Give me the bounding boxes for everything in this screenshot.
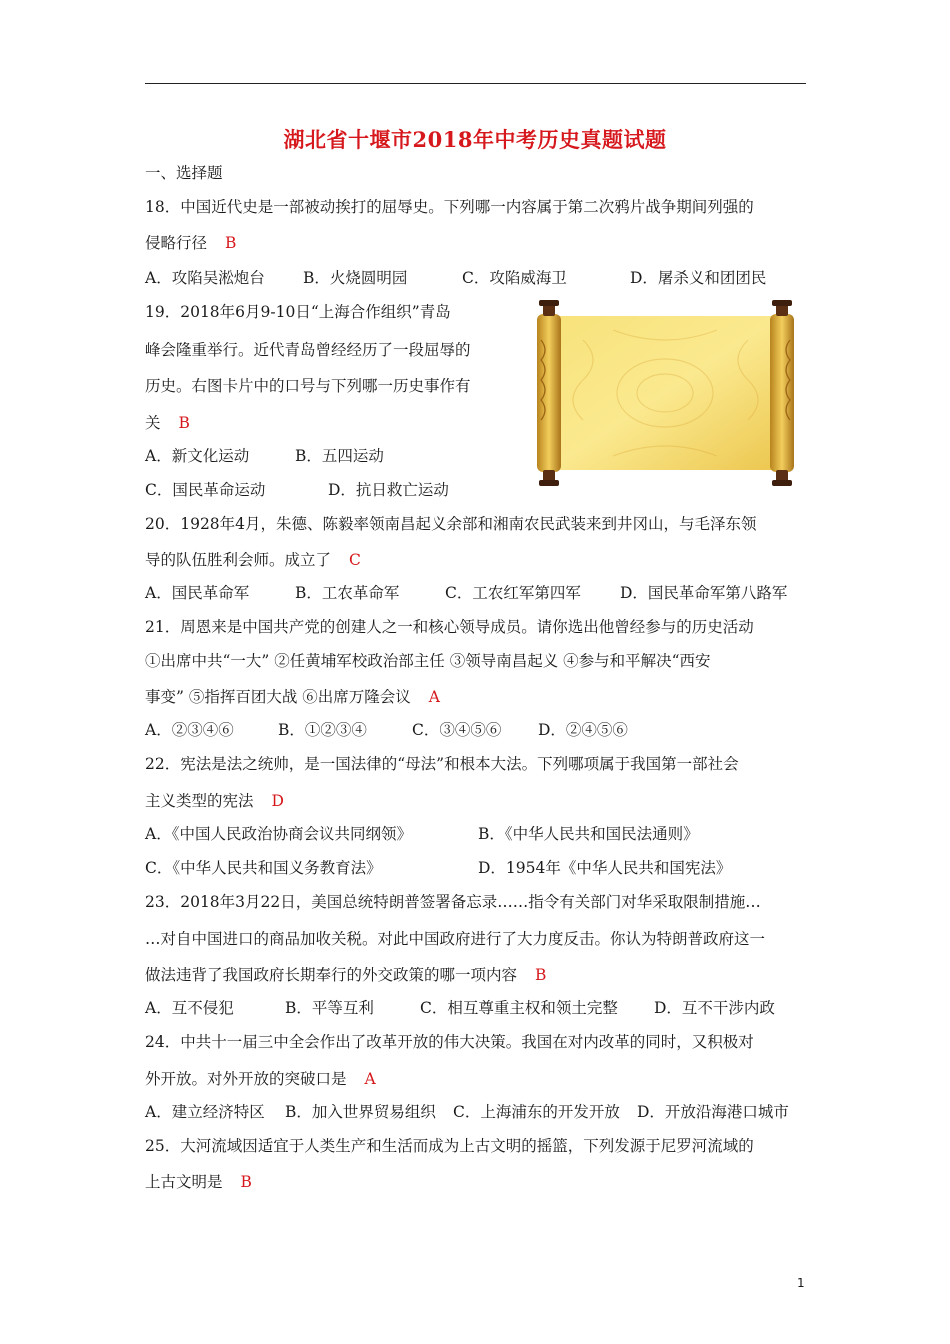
q23-stem-line3: 做法违背了我国政府长期奉行的外交政策的哪一项内容 B bbox=[145, 966, 547, 984]
q19-stem-line2: 峰会隆重举行。近代青岛曾经经历了一段屈辱的 bbox=[145, 341, 471, 359]
q18-answer: B bbox=[225, 234, 237, 252]
q25-answer: B bbox=[240, 1173, 252, 1191]
scroll-paper bbox=[549, 316, 782, 470]
q20-option-d: D．国民革命军第八路军 bbox=[620, 584, 788, 602]
q18-option-b: B．火烧圆明园 bbox=[303, 269, 408, 287]
q23-stem-line2: …对自中国进口的商品加收关税。对此中国政府进行了大力度反击。你认为特朗普政府这一 bbox=[145, 930, 766, 948]
q21-option-b: B．①②③④ bbox=[278, 721, 367, 739]
q22-option-d: D．1954年《中华人民共和国宪法》 bbox=[478, 859, 732, 877]
q20-option-b: B．工农革命军 bbox=[295, 584, 400, 602]
page-title: 湖北省十堰市2018年中考历史真题试题 bbox=[283, 127, 667, 152]
q21-stem-line2: ①出席中共“一大” ②任黄埔军校政治部主任 ③领导南昌起义 ④参与和平解决“西安 bbox=[145, 652, 711, 670]
q23-option-a: A．互不侵犯 bbox=[145, 999, 234, 1017]
q19-option-c: C．国民革命运动 bbox=[145, 481, 266, 499]
q22-stem-line1: 22．宪法是法之统帅，是一国法律的“母法”和根本大法。下列哪项属于我国第一部社会 bbox=[145, 755, 739, 773]
q24-option-d: D．开放沿海港口城市 bbox=[637, 1103, 789, 1121]
q18-option-d: D．屠杀义和团团民 bbox=[630, 269, 767, 287]
q22-option-a: A．《中国人民政治协商会议共同纲领》 bbox=[145, 825, 412, 843]
q24-answer: A bbox=[364, 1070, 376, 1088]
q23-answer: B bbox=[535, 966, 547, 984]
q24-option-a: A．建立经济特区 bbox=[145, 1103, 265, 1121]
q20-stem-line2: 导的队伍胜利会师。成立了 C bbox=[145, 551, 361, 569]
q20-option-a: A．国民革命军 bbox=[145, 584, 250, 602]
scroll-right-roller bbox=[770, 300, 794, 486]
q22-option-c: C．《中华人民共和国义务教育法》 bbox=[145, 859, 382, 877]
q23-stem-line1: 23．2018年3月22日，美国总统特朗普签署备忘录……指令有关部门对华采取限制措施… bbox=[145, 893, 761, 911]
q21-option-a: A．②③④⑥ bbox=[145, 721, 234, 739]
q22-stem-line2: 主义类型的宪法 D bbox=[145, 792, 284, 810]
q19-option-a: A．新文化运动 bbox=[145, 447, 250, 465]
scroll-card-image bbox=[523, 300, 808, 486]
q19-stem-line4: 关 B bbox=[145, 414, 190, 432]
section-heading: 一、选择题 bbox=[145, 164, 223, 182]
q18-option-a: A．攻陷吴淞炮台 bbox=[145, 269, 265, 287]
q19-option-b: B．五四运动 bbox=[295, 447, 384, 465]
q20-stem-line1: 20．1928年4月，朱德、陈毅率领南昌起义余部和湘南农民武装来到井冈山，与毛泽东领 bbox=[145, 515, 757, 533]
q18-stem-line2: 侵略行径 B bbox=[145, 234, 237, 252]
q20-answer: C bbox=[349, 551, 361, 569]
q23-option-d: D．互不干涉内政 bbox=[654, 999, 775, 1017]
q24-option-c: C．上海浦东的开发开放 bbox=[453, 1103, 620, 1121]
header-rule bbox=[145, 83, 806, 84]
q21-option-d: D．②④⑤⑥ bbox=[538, 721, 628, 739]
q24-stem-line2: 外开放。对外开放的突破口是 A bbox=[145, 1070, 376, 1088]
q19-answer: B bbox=[178, 414, 190, 432]
q20-option-c: C．工农红军第四军 bbox=[445, 584, 581, 602]
scroll-left-roller bbox=[537, 300, 561, 486]
q25-stem-line2: 上古文明是 B bbox=[145, 1173, 252, 1191]
q22-answer: D bbox=[271, 792, 284, 810]
q19-stem-line1: 19．2018年6月9-10日“上海合作组织”青岛 bbox=[145, 303, 451, 321]
q21-answer: A bbox=[428, 688, 440, 706]
q21-stem-line1: 21．周恩来是中国共产党的创建人之一和核心领导成员。请你选出他曾经参与的历史活动 bbox=[145, 618, 754, 636]
q18-option-c: C．攻陷威海卫 bbox=[462, 269, 567, 287]
q23-option-b: B．平等互利 bbox=[285, 999, 374, 1017]
q21-stem-line3: 事变” ⑤指挥百团大战 ⑥出席万隆会议 A bbox=[145, 688, 440, 706]
q24-stem-line1: 24．中共十一届三中全会作出了改革开放的伟大决策。我国在对内改革的同时，又积极对 bbox=[145, 1033, 754, 1051]
q24-option-b: B．加入世界贸易组织 bbox=[285, 1103, 436, 1121]
q23-option-c: C．相互尊重主权和领土完整 bbox=[420, 999, 618, 1017]
q25-stem-line1: 25．大河流域因适宜于人类生产和生活而成为上古文明的摇篮，下列发源于尼罗河流域的 bbox=[145, 1137, 754, 1155]
q21-option-c: C．③④⑤⑥ bbox=[412, 721, 502, 739]
q19-stem-line3: 历史。右图卡片中的口号与下列哪一历史事作有 bbox=[145, 377, 471, 395]
page-number: 1 bbox=[797, 1276, 805, 1290]
q18-stem-line1: 18．中国近代史是一部被动挨打的屈辱史。下列哪一内容属于第二次鸦片战争期间列强的 bbox=[145, 198, 754, 216]
q22-option-b: B．《中华人民共和国民法通则》 bbox=[478, 825, 699, 843]
q19-option-d: D．抗日救亡运动 bbox=[328, 481, 449, 499]
